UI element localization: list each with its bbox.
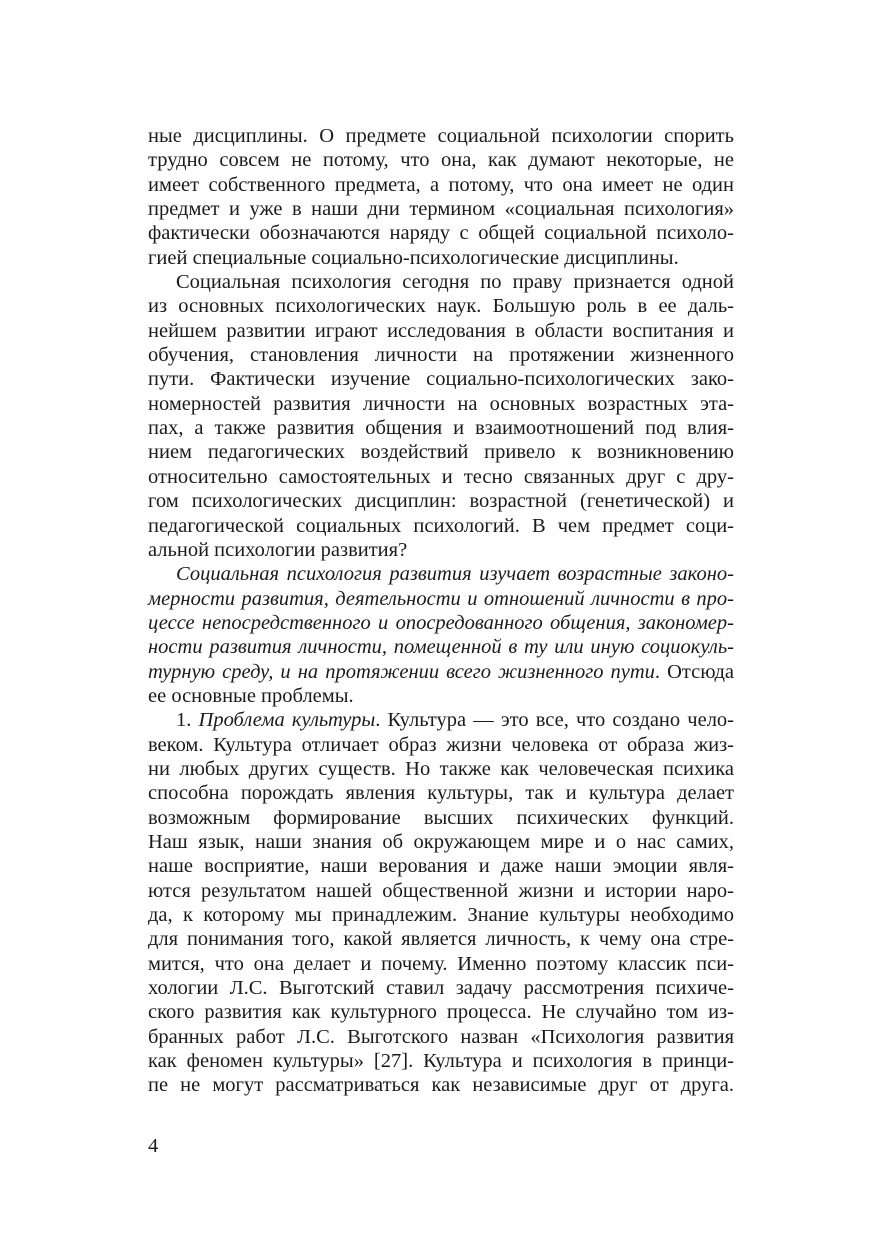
text-line: нейшем развитии играют исследования в области воспитания и (148, 319, 734, 342)
regular-text: . Отсюда (654, 660, 734, 683)
paragraph-3-definition (148, 562, 734, 708)
text-line: обучения, становления личности на протяжении жизненного (148, 344, 734, 367)
text-line: ни любых других существ. Но также как человеческая психика (148, 757, 734, 780)
text-line: веком. Культура отличает образ жизни человека от образа жиз- (148, 733, 734, 756)
text-line: номерностей развития личности на основных возрастных эта- (148, 392, 734, 415)
italic-text: турную среду, и на протяжении всего жизненного пути (148, 660, 655, 683)
text-line: пути. Фактически изучение социально-психологических зако- (148, 368, 734, 391)
page-number: 4 (148, 1135, 159, 1157)
text-line: нием педагогических воздействий привело к возникновению (148, 441, 734, 464)
text-line: Социальная психология сегодня по праву признается одной (176, 271, 734, 294)
text-line: ее основные проблемы. (148, 684, 354, 707)
text-line: как феномен культуры» [27]. Культура и психология в принци- (148, 1050, 734, 1073)
text-line: возможным формирование высших психических функций. (148, 806, 734, 829)
text-line-mixed (148, 708, 734, 732)
text-line: предмет и уже в наши дни термином «социальная психология» (148, 198, 734, 221)
list-number: 1. (176, 709, 192, 732)
text-line: гом психологических дисциплин: возрастной (генетической) и (148, 490, 734, 513)
text-line: цессе непосредственного и опосредованного общения, закономер- (148, 611, 734, 634)
text-line: да, к которому мы принадлежим. Знание культуры необходимо (148, 904, 734, 926)
text-line: гией специальные социально-психологические дисциплины. (148, 246, 679, 269)
text-line: для понимания того, какой является личность, к чему она стре- (148, 928, 734, 951)
text-line: хологии Л.С. Выготский ставил задачу рассмотрения психиче- (148, 977, 734, 1000)
text-line-mixed (148, 660, 734, 684)
text-line: ются результатом нашей общественной жизни и истории наро- (148, 879, 734, 902)
paragraph-4-problem-culture (148, 708, 734, 1098)
text-line: пах, а также развития общения и взаимоотношений под влия- (148, 417, 734, 440)
problem-term: Проблема культуры (198, 709, 376, 732)
text-line: бранных работ Л.С. Выготского назван «Психология развития (148, 1025, 734, 1048)
paragraph-1 (148, 124, 734, 270)
text-line: ные дисциплины. О предмете социальной психологии спорить (148, 125, 734, 147)
text-line: трудно совсем не потому, что она, как думают некоторые, не (148, 149, 734, 172)
text-line: фактически обозначаются наряду с общей социальной психоло- (148, 222, 734, 245)
text-line: ского развития как культурного процесса. Не случайно том из- (148, 1001, 734, 1024)
text-line: ности развития личности, помещенной в ту или иную социокуль- (148, 636, 734, 659)
text-line: из основных психологических наук. Большую роль в ее даль- (148, 295, 734, 318)
page-text-body (148, 124, 734, 1098)
text-line: мится, что она делает и почему. Именно поэтому классик пси- (148, 952, 734, 975)
text-line: относительно самостоятельных и тесно связанных друг с дру- (148, 465, 734, 488)
text-line: мерности развития, деятельности и отношений личности в про- (148, 587, 734, 610)
text-line: Социальная психология развития изучает возрастные законо- (176, 563, 734, 586)
text-line: педагогической социальных психологий. В чем предмет соци- (148, 514, 734, 537)
text-line: альной психологии развития? (148, 538, 408, 561)
paragraph-2 (148, 270, 734, 562)
text-line: наше восприятие, наши верования и даже наши эмоции явля- (148, 855, 734, 878)
regular-text: . Культура — это все, что создано чело- (375, 709, 735, 732)
text-line: пе не могут рассматриваться как независимые друг от друга. (148, 1074, 734, 1097)
text-line: имеет собственного предмета, а потому, что она имеет не один (148, 173, 734, 196)
text-line: Наш язык, наши знания об окружающем мире и о нас самих, (148, 830, 734, 853)
text-line: способна порождать явления культуры, так и культура делает (148, 782, 734, 805)
